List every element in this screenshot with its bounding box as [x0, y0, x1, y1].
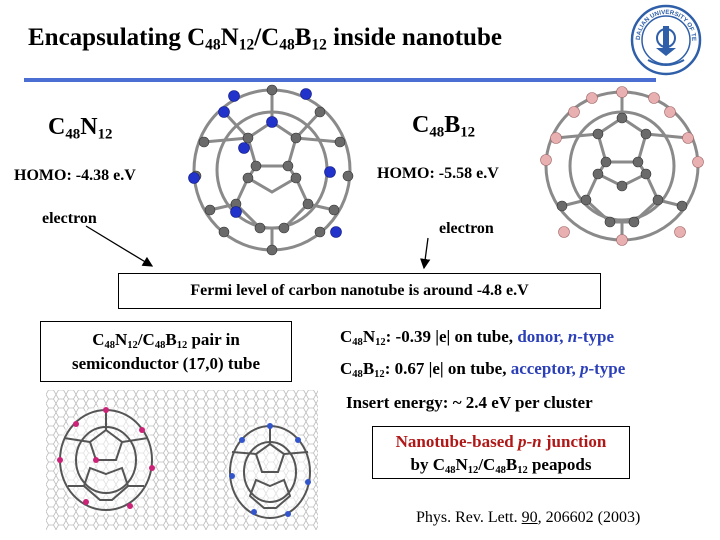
- left-electron-label: electron: [42, 210, 97, 227]
- slide-title: Encapsulating $C_{48}N_{12}/C_{48}B_{12}$ inside nanotube: [28, 24, 502, 54]
- pair-description-box: [40, 321, 292, 382]
- pn-junction-line-2: by $C_{48}N_{12}/C_{48}B_{12}$ peapods: [410, 455, 592, 477]
- svg-text:DALIAN UNIVERSITY OF TECHNOLOG: DALIAN UNIVERSITY OF TE: [634, 8, 698, 42]
- pair-line-1: $C_{48}N_{12}/C_{48}B_{12}$ pair in: [92, 330, 240, 352]
- fermi-level-text: Fermi level of carbon nanotube is around -4.8 e.V: [190, 282, 529, 299]
- pn-junction-box: [372, 426, 630, 479]
- left-homo-label: HOMO: -4.38 e.V: [14, 167, 136, 184]
- c48n12-cluster-image: [184, 82, 360, 258]
- citation: Phys. Rev. Lett. 90, 206602 (2003): [416, 509, 641, 526]
- n12-charge-property: $C_{48}N_{12}$: -0.39 |e| on tube, donor, n-type: [340, 327, 615, 349]
- right-homo-label: HOMO: -5.58 e.V: [377, 165, 499, 182]
- left-cluster-formula: $C_{48}N_{12}$: [48, 114, 113, 143]
- b12-charge-property: $C_{48}B_{12}$: 0.67 |e| on tube, acceptor, p-type: [340, 359, 626, 381]
- right-arrow: [424, 238, 428, 268]
- peapod-nanotube-image: [46, 390, 318, 530]
- c48b12-cluster-image: [534, 82, 710, 250]
- insert-energy-text: Insert energy: ~ 2.4 eV per cluster: [346, 393, 593, 412]
- fermi-level-box: [118, 273, 601, 309]
- left-arrow: [86, 226, 152, 266]
- pn-junction-line-1: Nanotube-based p-n junction: [395, 432, 607, 451]
- right-electron-label: electron: [439, 220, 494, 237]
- right-cluster-formula: $C_{48}B_{12}$: [412, 112, 476, 141]
- pair-line-2: semiconductor (17,0) tube: [71, 354, 261, 373]
